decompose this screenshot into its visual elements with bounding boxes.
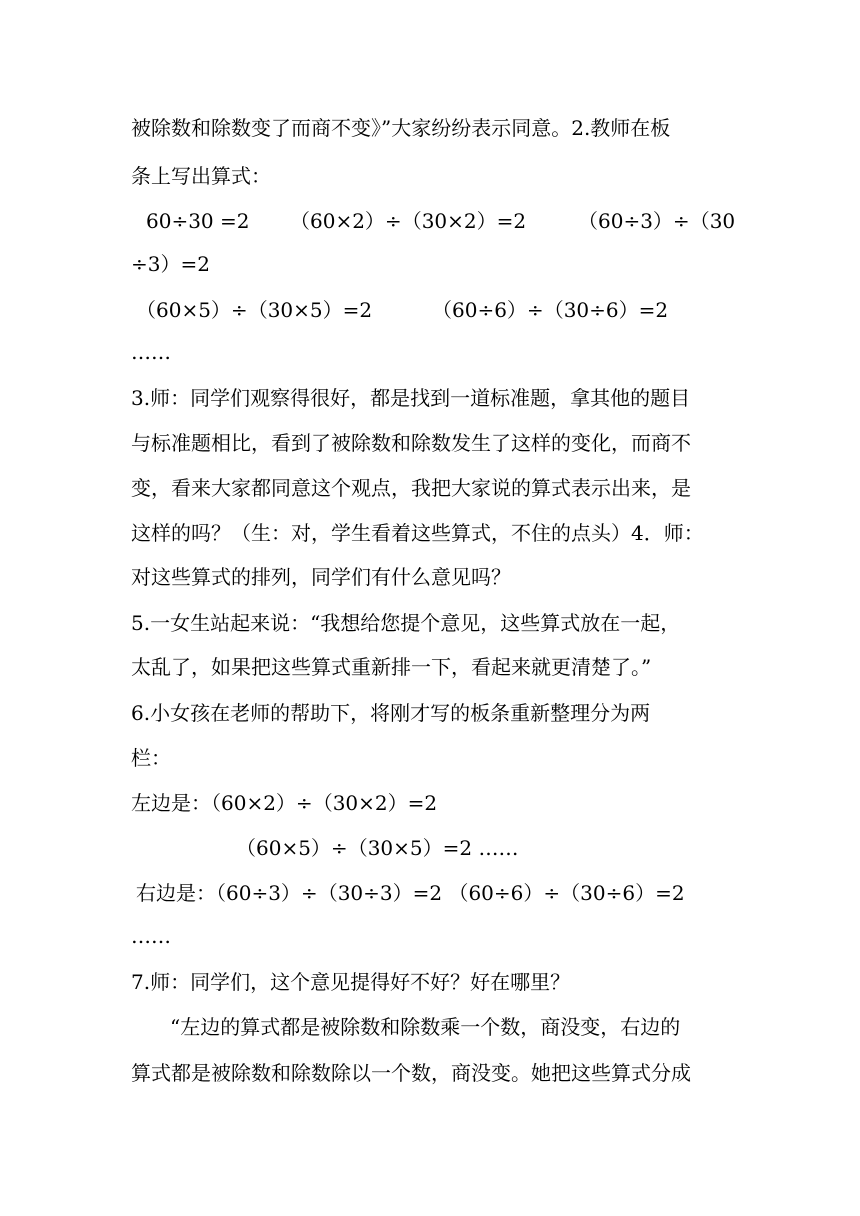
text-line: 与标准题相比，看到了被除数和除数发生了这样的变化，而商不 — [131, 431, 691, 455]
text-line: 栏： — [131, 746, 171, 770]
text-line: 对这些算式的排列，同学们有什么意见吗？ — [131, 565, 511, 589]
text-line: 变，看来大家都同意这个观点，我把大家说的算式表示出来，是 — [131, 476, 691, 500]
text-line: ÷3）=2 — [131, 252, 210, 276]
text-line: 被除数和除数变了而商不变》”大家纷纷表示同意。2.教师在板 — [131, 116, 671, 140]
equation: （60÷6）÷（30÷6）=2 — [432, 298, 669, 322]
text-line: 7.师：同学们，这个意见提得好不好？好在哪里？ — [131, 970, 571, 994]
text-line: 算式都是被除数和除数除以一个数，商没变。她把这些算式分成 — [131, 1061, 691, 1085]
text-line: 太乱了，如果把这些算式重新排一下，看起来就更清楚了。” — [131, 655, 652, 679]
text-line: 条上写出算式： — [131, 164, 271, 188]
left-column-equation: （60×5）÷（30×5）=2 …… — [236, 836, 519, 860]
ellipsis: …… — [131, 340, 171, 364]
text-line: 这样的吗？（生：对，学生看着这些算式，不住的点头）4．师： — [131, 521, 704, 545]
equation: 60÷30 =2 — [146, 209, 250, 233]
text-line: “左边的算式都是被除数和除数乘一个数，商没变，右边的 — [170, 1015, 681, 1039]
text-line: 3.师：同学们观察得很好，都是找到一道标准题，拿其他的题目 — [131, 386, 691, 410]
text-line: 6.小女孩在老师的帮助下，将刚才写的板条重新整理分为两 — [131, 701, 651, 725]
ellipsis: …… — [131, 924, 171, 948]
equation: （60÷3）÷（30 — [578, 209, 736, 233]
equation: （60×2）÷（30×2）=2 — [290, 209, 527, 233]
left-column-label: 左边是：（60×2）÷（30×2）=2 — [131, 791, 438, 815]
text-line: 5.一女生站起来说：“我想给您提个意见，这些算式放在一起， — [131, 611, 681, 635]
equation: （60×5）÷（30×5）=2 — [136, 298, 373, 322]
right-column-label: 右边是：（60÷3）÷（30÷3）=2 （60÷6）÷（30÷6）=2 — [136, 881, 685, 905]
